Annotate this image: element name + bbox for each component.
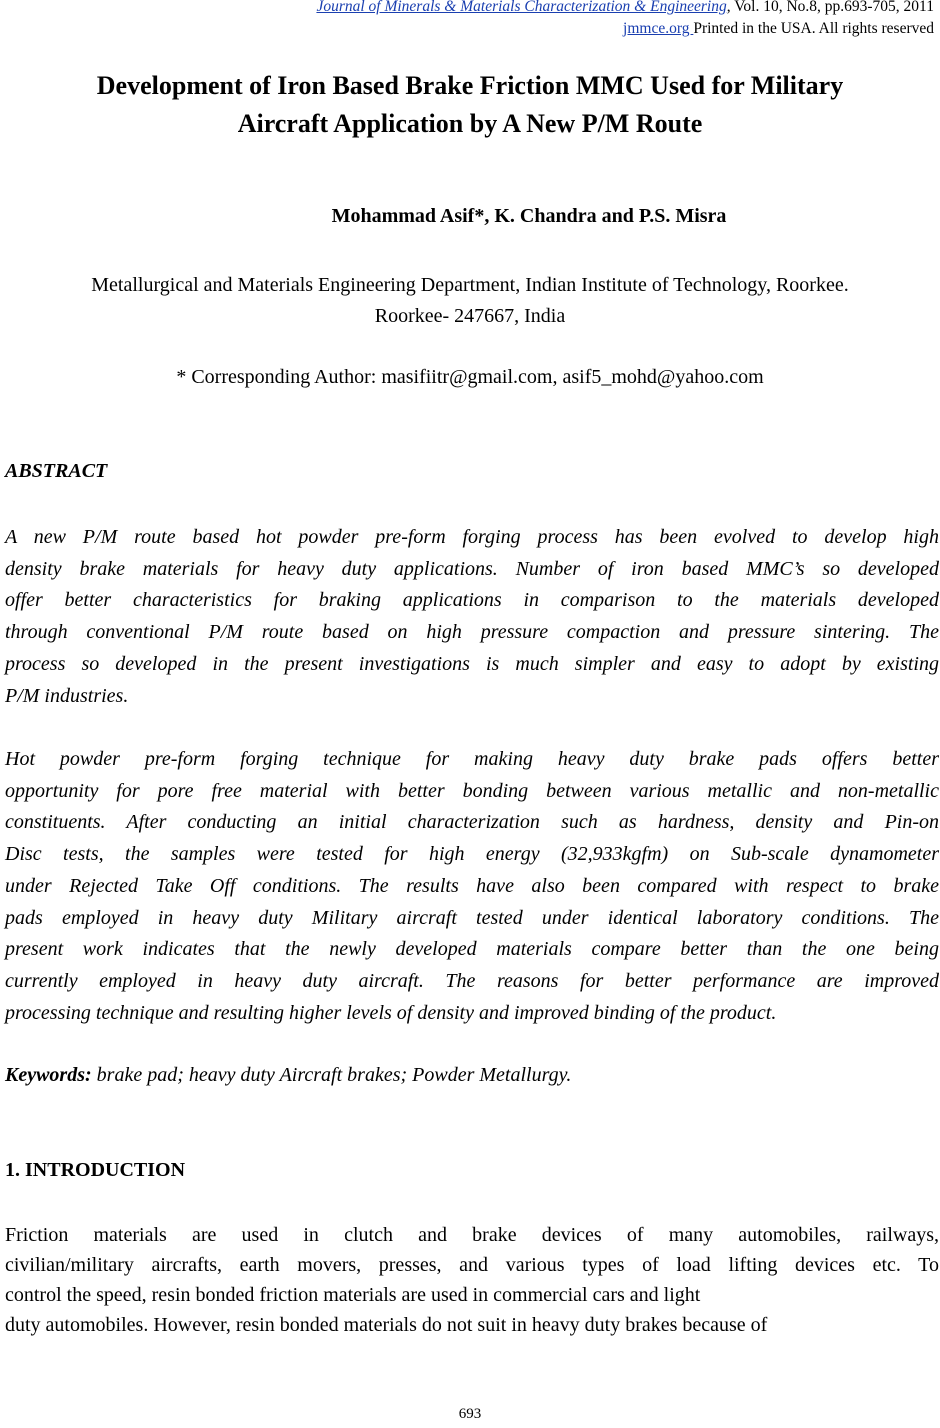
keywords-text: brake pad; heavy duty Aircraft brakes; Powder Metallurgy. bbox=[91, 1064, 572, 1086]
text-line: currently employed in heavy duty aircraft. The reasons for better performance are improved bbox=[5, 969, 939, 992]
text-line: control the speed, resin bonded friction materials are used in commercial cars and light bbox=[5, 1284, 701, 1306]
paper-title bbox=[40, 67, 900, 143]
text-line: processing technique and resulting higher levels of density and improved binding of the product. bbox=[5, 1001, 777, 1024]
rights-text: Printed in the USA. All rights reserved bbox=[693, 20, 934, 37]
text-line: P/M industries. bbox=[5, 684, 129, 707]
journal-header bbox=[316, 0, 934, 16]
text-line: under Rejected Take Off conditions. The results have also been compared with respect to brake bbox=[5, 874, 939, 897]
text-line: A new P/M route based hot powder pre-form forging process has been evolved to develop high bbox=[5, 526, 939, 548]
text-line: pads employed in heavy duty Military aircraft tested under identical laboratory conditions. The bbox=[5, 906, 939, 929]
text-line: Hot powder pre-form forging technique for making heavy duty brake pads offers better bbox=[5, 748, 939, 770]
text-line: density brake materials for heavy duty applications. Number of iron based MMC’s so developed bbox=[5, 557, 939, 580]
affiliation bbox=[0, 270, 940, 332]
text-line: present work indicates that the newly developed materials compare better than the one being bbox=[5, 938, 939, 961]
volume-info: , Vol. 10, No.8, pp.693-705, 2011 bbox=[726, 0, 934, 15]
abstract-heading: ABSTRACT bbox=[5, 460, 108, 482]
site-link[interactable]: jmmce.org bbox=[623, 20, 694, 37]
text-line: constituents. After conducting an initial characterization such as hardness, density and Pin-on bbox=[5, 811, 939, 834]
journal-link[interactable]: Journal of Minerals & Materials Characterization & Engineering bbox=[316, 0, 727, 15]
text-line: through conventional P/M route based on high pressure compaction and pressure sintering. The bbox=[5, 621, 939, 644]
authors: Mohammad Asif*, K. Chandra and P.S. Misra bbox=[331, 205, 727, 227]
keywords-label: Keywords: bbox=[5, 1064, 92, 1086]
text-line: civilian/military aircrafts, earth movers, presses, and various types of load lifting devices etc. To bbox=[5, 1254, 939, 1276]
affiliation-line-2: Roorkee- 247667, India bbox=[374, 305, 566, 327]
text-line: duty automobiles. However, resin bonded materials do not suit in heavy duty brakes because of bbox=[5, 1314, 768, 1336]
corresponding-author: * Corresponding Author: masifiitr@gmail.com, asif5_mohd@yahoo.com bbox=[176, 366, 764, 388]
text-line: offer better characteristics for braking applications in comparison to the materials developed bbox=[5, 589, 939, 612]
introduction-paragraph bbox=[5, 1220, 939, 1340]
text-line: process so developed in the present investigations is much simpler and easy to adopt by existing bbox=[5, 652, 939, 675]
page-number: 693 bbox=[458, 1406, 482, 1422]
site-header bbox=[623, 19, 934, 38]
keywords bbox=[5, 1064, 571, 1087]
text-line: Disc tests, the samples were tested for high energy (32,933kgfm) on Sub-scale dynamometer bbox=[5, 843, 939, 866]
introduction-heading: 1. INTRODUCTION bbox=[5, 1159, 186, 1181]
title-line-1: Development of Iron Based Brake Friction MMC Used for Military bbox=[96, 71, 844, 100]
abstract-paragraph-2 bbox=[5, 744, 939, 1029]
abstract-paragraph-1 bbox=[5, 522, 939, 712]
title-line-2: Aircraft Application by A New P/M Route bbox=[237, 109, 703, 138]
affiliation-line-1: Metallurgical and Materials Engineering Department, Indian Institute of Technology, Roorkee. bbox=[91, 274, 849, 296]
text-line: Friction materials are used in clutch and brake devices of many automobiles, railways, bbox=[5, 1224, 939, 1246]
text-line: opportunity for pore free material with better bonding between various metallic and non-metallic bbox=[5, 779, 939, 802]
